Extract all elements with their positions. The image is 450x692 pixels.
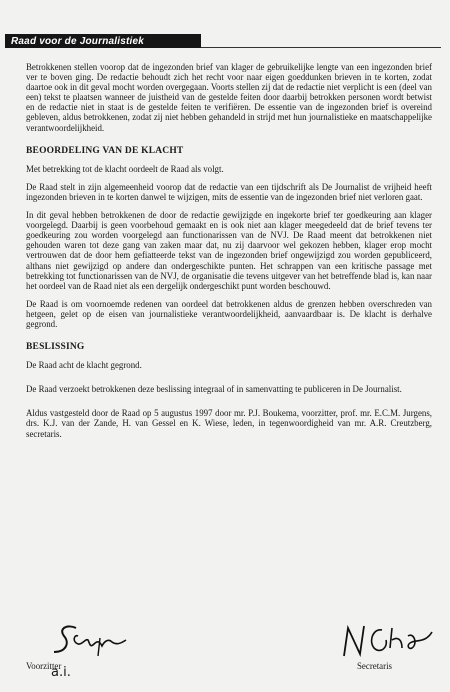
intro-paragraph: Betrokkenen stellen voorop dat de ingezonden brief van klager de gebruikelijke lengte van een ingezonden brief ver te boven ging. De redactie behoudt zich het recht voor naar eigen goeddunken brieven in te korten, zodat daartoe ook in dit geval mocht worden overgegaan. Voorts stellen zij dat de redactie niet verplicht is een (deel van een) tekst te plaatsen wanneer de juistheid van de gestelde feiten door daarbij betrokken personen wordt betwist en de redactie niet in staat is de gestelde feiten te verifiëren. De essentie van de ingezonden brief is overeind gebleven, aldus betrokkenen, zodat zij niet hebben gehandeld in strijd met hun journalistieke en maatschappelijke verantwoordelijkheid.	[26, 62, 432, 133]
closing-paragraph: Aldus vastgesteld door de Raad op 5 augustus 1997 door mr. P.J. Boukema, voorzitter, prof. mr. E.C.M. Jurgens, drs. K.J. van der Zande, H. van Gessel en K. Wiese, leden, in tegenwoordigheid van mr. A.R. Creutzberg, secretaris.	[26, 408, 432, 439]
chairman-note: a.i.	[51, 665, 71, 680]
header-title: Raad voor de Journalistiek	[11, 35, 145, 47]
paragraph: De Raad is om voornoemde redenen van oordeel dat betrokkenen aldus de grenzen hebben overschreden van hetgeen, gelet op de eisen van journalistieke verantwoordelijkheid, aanvaardbaar is. De klacht is derhalve gegrond.	[26, 298, 432, 329]
publication-header	[5, 34, 201, 48]
document-body	[26, 62, 432, 447]
paragraph: De Raad acht de klacht gegrond.	[26, 360, 142, 371]
paragraph: De Raad stelt in zijn algemeenheid voorop dat de redactie van een tijdschrift als De Journalist de vrijheid heeft ingezonden brieven in te korten danwel te wijzigen, mits de essentie van de ingezonden brief niet verloren gaat.	[26, 181, 432, 202]
section-heading-beoordeling: BEOORDELING VAN DE KLACHT	[26, 145, 184, 156]
paragraph: De Raad verzoekt betrokkenen deze beslissing integraal of in samenvatting te publiceren in De Journalist.	[26, 384, 402, 395]
secretary-signature	[338, 618, 438, 662]
paragraph: In dit geval hebben betrokkenen de door de redactie gewijzigde en ingekorte brief ter goedkeuring aan klager voorgelegd. Daarbij is geen voorbehoud gemaakt en is ook niet aan klager meegedeeld dat de brief tevens ter goedkeuring zou worden voorgelegd aan functionarissen van de NVJ. De Raad meent dat betrokkenen niet gehouden waren tot deze gang van zaken maar dat, nu zij daarvoor wel gekozen hebben, klager erop mocht vertrouwen dat de door hem gefiatteerde tekst van de ingezonden brief ongewijzigd zou worden gepubliceerd, althans niet gewijzigd op andere dan ondergeschikte punten. Het schrappen van een kritische passage met betrekking tot functionarissen van de NVJ, de organisatie die tevens uitgever van het betreffende blad is, kan naar het oordeel van de Raad niet als een dergelijk ondergeschikt punt worden beschouwd.	[26, 210, 432, 291]
secretary-label: Secretaris	[357, 661, 392, 671]
paragraph: Met betrekking tot de klacht oordeelt de Raad als volgt.	[26, 163, 224, 174]
header-rule	[201, 47, 441, 48]
section-heading-beslissing: BESLISSING	[26, 342, 85, 353]
chairman-label: Voorzitter	[26, 661, 62, 671]
